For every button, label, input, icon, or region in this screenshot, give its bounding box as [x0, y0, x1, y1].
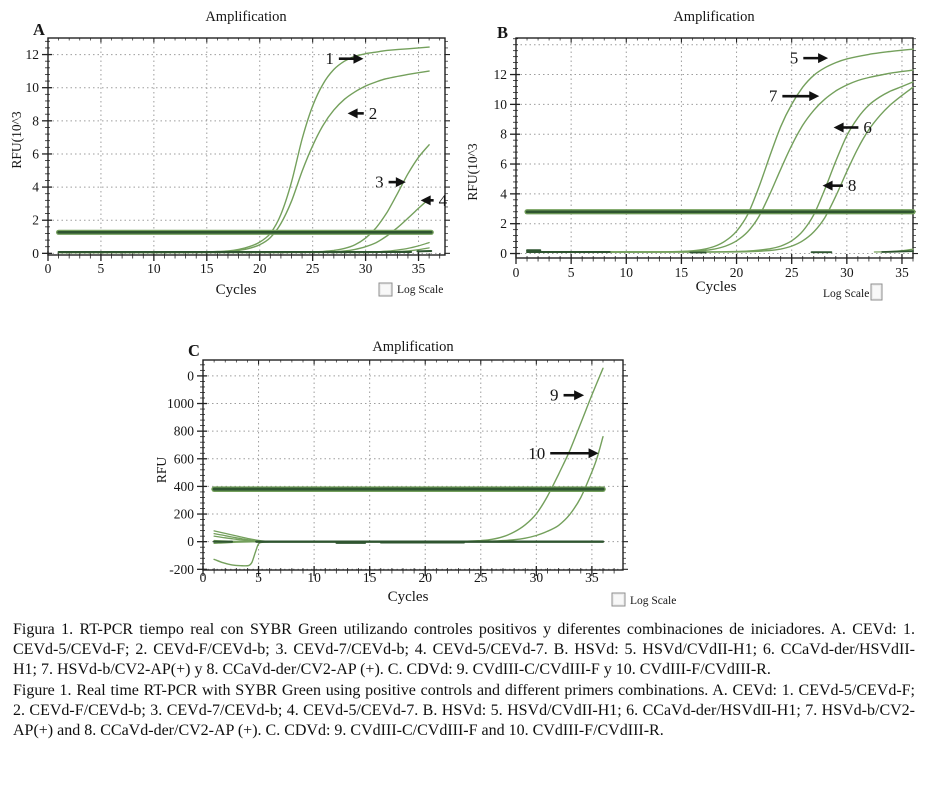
curve-3 [59, 145, 430, 253]
x-tick-label: 10 [307, 570, 321, 585]
curve-label-2 [348, 104, 378, 123]
x-tick-label: 25 [305, 261, 320, 276]
y-tick-label: 4 [500, 186, 507, 202]
chart-title: Amplification [372, 339, 454, 355]
arrow-left-icon [421, 195, 431, 205]
curve-number-label: 8 [847, 176, 857, 196]
curve-1 [59, 47, 430, 252]
curve-number-label: 3 [375, 172, 384, 192]
x-tick-label: 15 [674, 265, 689, 280]
y-tick-label: 8 [500, 126, 507, 142]
curve-number-label: 4 [438, 190, 448, 210]
y-tick-label: 6 [32, 146, 39, 162]
x-tick-label: 25 [784, 265, 799, 280]
log-scale-checkbox[interactable] [612, 593, 625, 606]
panel-c-chart [154, 339, 676, 607]
x-tick-label: 5 [97, 261, 105, 276]
curve-number-label: 7 [768, 86, 778, 106]
curve-label-7 [769, 87, 819, 106]
caption-spanish: Figura 1. RT-PCR tiempo real con SYBR Green utilizando controles positivos y diferentes combinaciones de iniciadores. A. CEVd: 1. CEVd-5/CEVd-F; 2. CEVd-F/CEVd-b; 3. CEVd-7/CEVd-b; 4. CEVd-5/CEVd-7. B. HSVd: 5. HSVd/CVdII-H1; 6. CCaVd-der/HSVdII-H1; 7. HSVd-b/CV2-AP(+) y 8. CCaVd-der/CV2-AP (+). C. CDVd: 9. CVdIII-C/CVdIII-F y 10. CVdIII-F/CVdIII-R. [13, 621, 915, 678]
x-tick-label: 0 [199, 570, 207, 585]
checkbox-inner [614, 595, 623, 604]
caption-english: Figure 1. Real time RT-PCR with SYBR Green using positive controls and different primers combinations. A. CEVd: 1. CEVd-5/CEVd-F; 2. CEVd-F/CEVd-b; 3. CEVd-7/CEVd-b; 4. CEVd-5/CEVd-7. B. HSVd: 5. HSVd/CVdII-H1; 6. CCaVd-der/HSVdII-H1; 7. HSVd-b/CV2-AP(+) and 8. CCaVd-der/CV2-AP (+). C. CDVd: 9. CVdIII-C/CVdIII-F and 10. CVdIII-F/CVdIII-R. [13, 682, 915, 740]
arrow-right-icon [574, 390, 584, 400]
curve-number-label: 2 [368, 103, 378, 123]
y-tick-label: 12 [25, 47, 39, 63]
panel-b-chart [465, 9, 918, 300]
baseline-dark-5 [882, 251, 913, 252]
x-tick-label: 20 [252, 261, 267, 276]
y-tick-label: 0 [500, 246, 507, 262]
y-tick-label: -200 [169, 561, 194, 577]
curve-label-10 [528, 444, 598, 463]
y-tick-label: 400 [173, 478, 194, 494]
y-tick-label: 1000 [167, 396, 194, 412]
y-axis-label: RFU [154, 456, 169, 484]
panel-a-chart [9, 9, 450, 298]
log-scale-label: Log Scale [630, 595, 677, 607]
y-tick-label: 800 [173, 423, 194, 439]
curve-label-9 [550, 386, 584, 405]
curve-label-6 [834, 118, 872, 137]
y-tick-label: 0 [187, 368, 194, 384]
arrow-right-icon [818, 53, 828, 63]
curve-8 [527, 87, 913, 252]
x-tick-label: 0 [44, 261, 52, 276]
curve-2 [59, 71, 430, 252]
arrow-left-icon [834, 122, 844, 132]
plot-frame [203, 360, 623, 570]
x-tick-label: 5 [255, 570, 262, 585]
curve-number-label: 6 [863, 117, 872, 137]
arrow-right-icon [809, 91, 819, 101]
x-axis-label: Cycles [387, 589, 429, 605]
y-tick-label: 2 [500, 216, 507, 232]
curve-label-8 [823, 176, 857, 195]
y-tick-label: 2 [32, 212, 39, 228]
x-tick-label: 25 [474, 570, 488, 585]
y-axis-label: RFU(10^3 [465, 143, 480, 201]
panel-letter: C [188, 341, 200, 360]
plot-frame [516, 38, 913, 258]
figure-caption [13, 620, 915, 743]
curve-number-label: 5 [789, 48, 799, 68]
curve-5 [527, 49, 913, 252]
log-scale-label: Log Scale [823, 288, 870, 300]
y-tick-label: 600 [173, 451, 194, 467]
y-tick-label: 0 [187, 534, 194, 550]
curve-number-label: 1 [325, 49, 334, 69]
y-tick-label: 10 [493, 96, 507, 112]
x-tick-label: 15 [200, 261, 214, 276]
dip-curve [214, 542, 603, 566]
x-axis-label: Cycles [215, 282, 257, 298]
curve-4 [59, 199, 430, 253]
log-scale-label: Log Scale [397, 284, 444, 296]
curve-label-4 [421, 191, 448, 210]
x-tick-label: 0 [512, 265, 520, 280]
y-axis-label: RFU(10^3 [9, 111, 24, 169]
log-scale-checkbox[interactable] [379, 283, 392, 296]
checkbox-inner [873, 286, 880, 298]
y-tick-label: 10 [25, 80, 39, 96]
curve-label-5 [790, 49, 828, 68]
x-tick-label: 30 [358, 261, 373, 276]
y-tick-label: 12 [493, 67, 507, 83]
x-tick-label: 35 [411, 261, 426, 276]
checkbox-inner [381, 285, 390, 294]
x-tick-label: 30 [529, 570, 544, 585]
y-tick-label: 200 [173, 506, 194, 522]
panel-letter: B [497, 23, 509, 42]
y-tick-label: 8 [32, 113, 39, 129]
x-tick-label: 10 [619, 265, 634, 280]
curve-number-label: 9 [550, 385, 559, 405]
y-tick-label: 6 [500, 156, 507, 172]
y-tick-label: 4 [32, 179, 39, 195]
x-tick-label: 15 [362, 570, 377, 585]
x-tick-label: 20 [418, 570, 432, 585]
curve-number-label: 10 [528, 443, 546, 463]
x-tick-label: 35 [585, 570, 599, 585]
log-scale-checkbox[interactable] [871, 284, 882, 300]
chart-title: Amplification [205, 9, 287, 25]
y-tick-label: 0 [32, 245, 39, 261]
x-tick-label: 10 [147, 261, 161, 276]
arrow-left-icon [348, 108, 358, 118]
x-tick-label: 20 [729, 265, 744, 280]
x-tick-label: 35 [895, 265, 909, 280]
curve-label-1 [325, 49, 363, 68]
x-axis-label: Cycles [695, 279, 737, 295]
curve-label-3 [375, 173, 406, 192]
curve-7 [527, 70, 913, 252]
x-tick-label: 30 [840, 265, 854, 280]
panel-letter: A [33, 20, 45, 39]
curve-6 [527, 82, 913, 252]
plot-frame [48, 38, 445, 255]
x-tick-label: 5 [567, 265, 575, 280]
chart-title: Amplification [673, 9, 755, 25]
